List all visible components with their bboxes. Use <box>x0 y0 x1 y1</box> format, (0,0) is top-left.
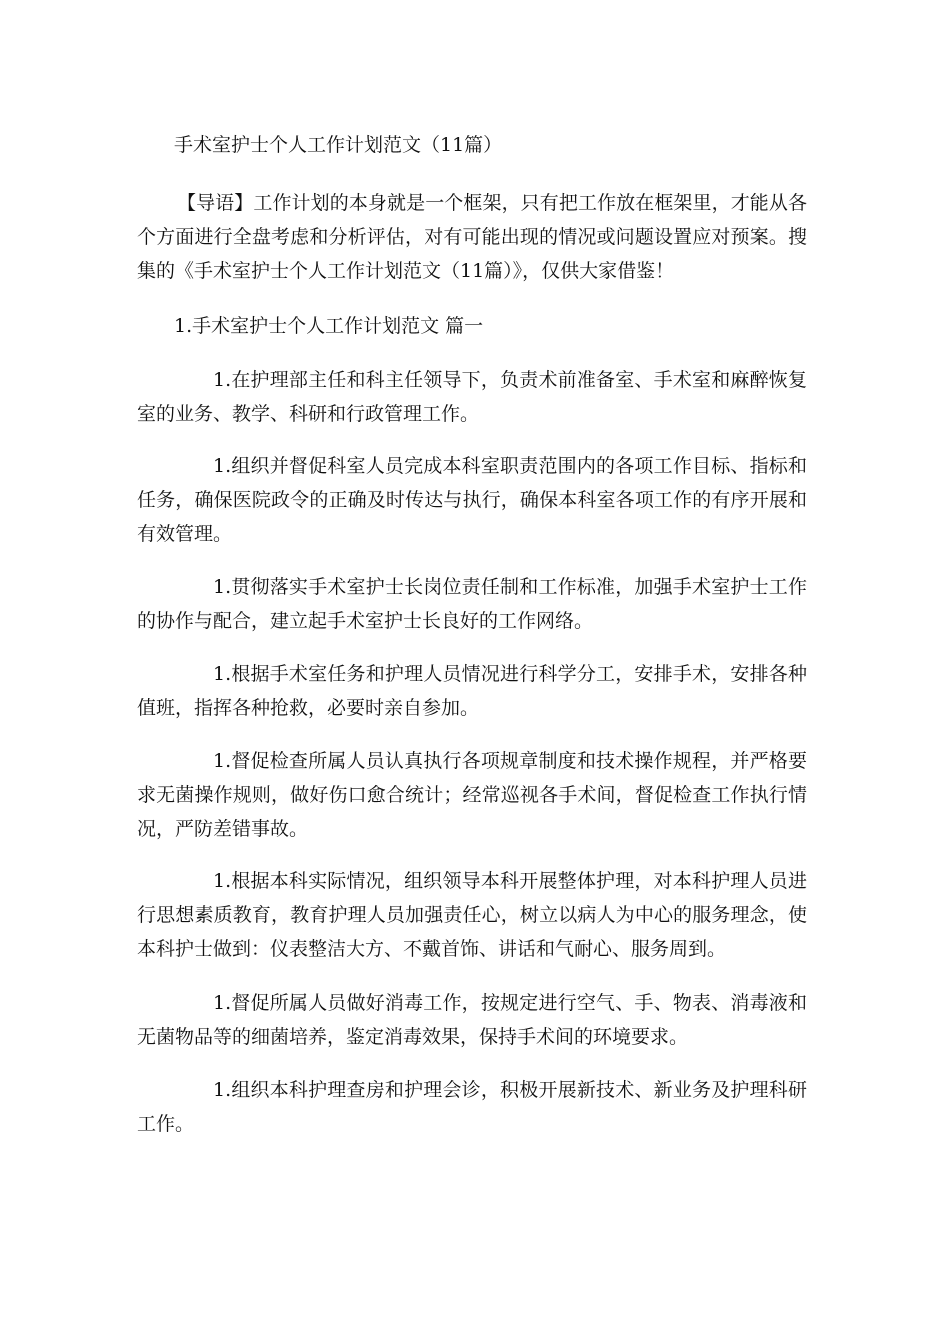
intro-paragraph: 【导语】工作计划的本身就是一个框架，只有把工作放在框架里，才能从各个方面进行全盘考虑和分析评估，对有可能出现的情况或问题设置应对预案。搜集的《手术室护士个人工作计划范文（11篇）》，仅供大家借鉴！ <box>137 192 807 282</box>
list-item: 1.根据本科实际情况，组织领导本科开展整体护理，对本科护理人员进行思想素质教育，教育护理人员加强责任心，树立以病人为中心的服务理念，使本科护士做到：仪表整洁大方、不戴首饰、讲话和气耐心、服务周到。 <box>137 870 807 960</box>
document-title: 手术室护士个人工作计划范文（11篇） <box>174 134 503 156</box>
list-item: 1.督促所属人员做好消毒工作，按规定进行空气、手、物表、消毒液和无菌物品等的细菌培养，鉴定消毒效果，保持手术间的环境要求。 <box>137 992 807 1048</box>
list-item: 1.组织并督促科室人员完成本科室职责范围内的各项工作目标、指标和任务，确保医院政令的正确及时传达与执行，确保本科室各项工作的有序开展和有效管理。 <box>137 455 807 545</box>
list-item: 1.在护理部主任和科主任领导下，负责术前准备室、手术室和麻醉恢复室的业务、教学、科研和行政管理工作。 <box>137 369 807 425</box>
list-item: 1.组织本科护理查房和护理会诊，积极开展新技术、新业务及护理科研工作。 <box>137 1079 807 1135</box>
section-heading: 1.手术室护士个人工作计划范文 篇一 <box>174 315 484 337</box>
list-item: 1.贯彻落实手术室护士长岗位责任制和工作标准，加强手术室护士工作的协作与配合，建立起手术室护士长良好的工作网络。 <box>137 576 807 632</box>
list-item: 1.督促检查所属人员认真执行各项规章制度和技术操作规程，并严格要求无菌操作规则，做好伤口愈合统计；经常巡视各手术间，督促检查工作执行情况，严防差错事故。 <box>137 750 807 840</box>
list-item: 1.根据手术室任务和护理人员情况进行科学分工，安排手术，安排各种值班，指挥各种抢救，必要时亲自参加。 <box>137 663 807 719</box>
